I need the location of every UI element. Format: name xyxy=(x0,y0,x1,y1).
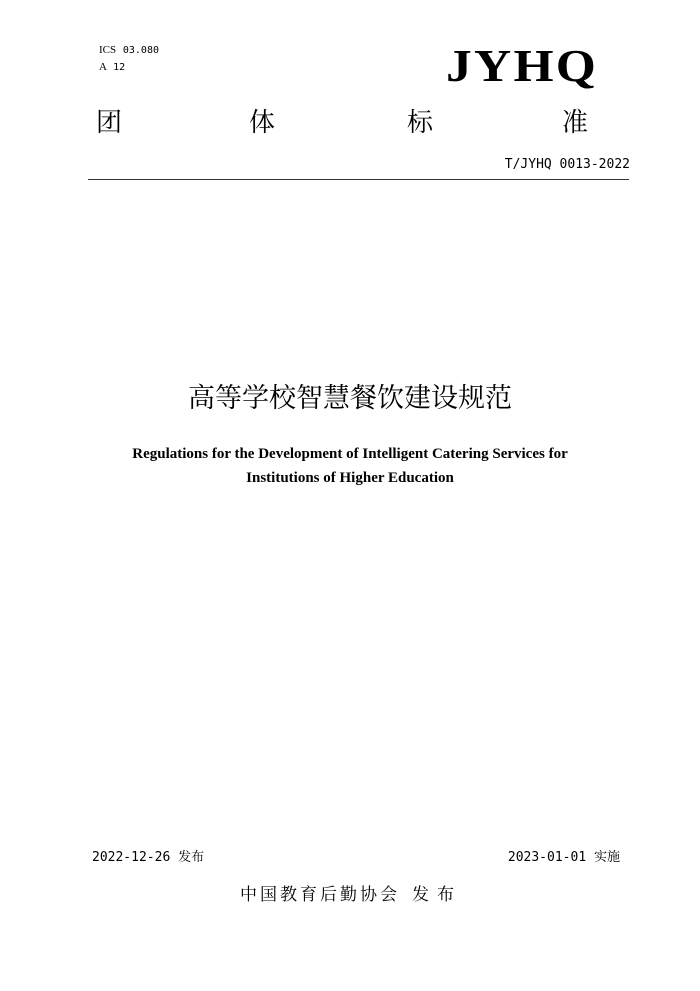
standard-type-char: 团 xyxy=(96,108,123,138)
implementation-date-value: 2023-01-01 xyxy=(507,850,587,865)
ics-code xyxy=(99,42,159,59)
ics-label: ICS xyxy=(99,44,117,56)
title-en-line-1: Regulations for the Development of Intelligent Catering Services for xyxy=(132,446,568,462)
implementation-date-label: 实施 xyxy=(593,850,620,865)
organization-logo: JYHQ xyxy=(446,40,599,91)
ccs-code xyxy=(99,59,159,76)
ccs-value: 12 xyxy=(113,62,126,73)
standard-number: T/JYHQ 0013-2022 xyxy=(504,157,630,172)
publisher-name: 中国教育后勤协会 xyxy=(240,885,400,905)
standard-type-char: 标 xyxy=(407,108,434,138)
classification-codes xyxy=(99,42,159,76)
standard-type-char: 准 xyxy=(562,108,589,138)
header-divider xyxy=(88,179,629,180)
standard-type-char: 体 xyxy=(249,108,276,138)
title-en-line-2: Institutions of Higher Education xyxy=(246,470,454,486)
issue-date-label: 发布 xyxy=(178,850,205,865)
publisher xyxy=(240,880,462,905)
publisher-action: 发布 xyxy=(412,885,462,905)
implementation-date xyxy=(508,846,620,865)
ccs-label: A xyxy=(99,61,107,73)
document-title-cn: 高等学校智慧餐饮建设规范 xyxy=(188,383,512,414)
ics-value: 03.080 xyxy=(122,45,159,56)
issue-date xyxy=(92,846,204,865)
issue-date-value: 2022-12-26 xyxy=(92,850,171,865)
document-title-en xyxy=(100,442,600,490)
